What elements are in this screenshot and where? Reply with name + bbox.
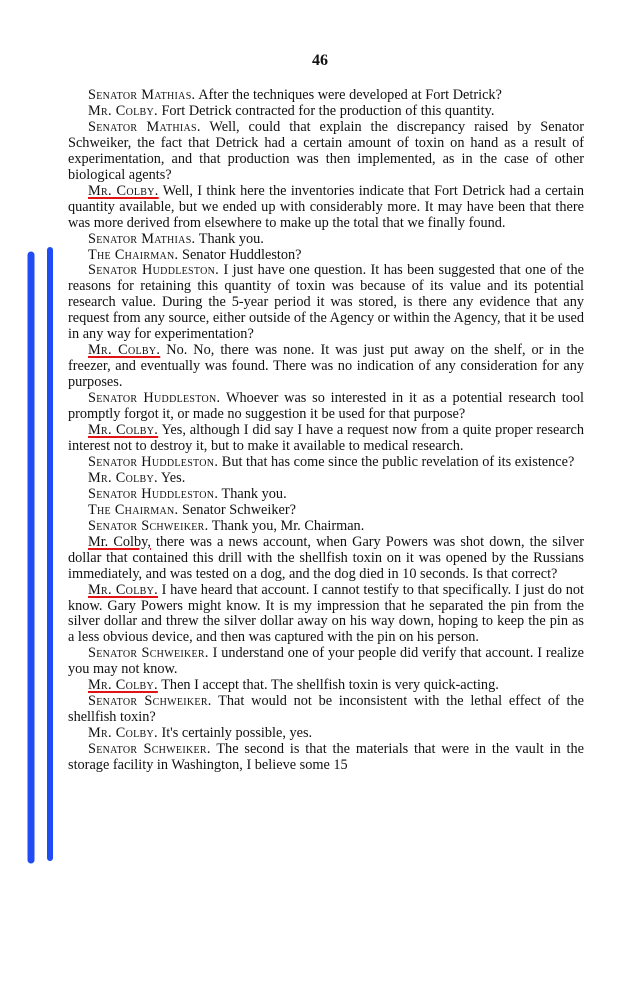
transcript-paragraph: [68, 583, 584, 647]
speaker-name: Mr. Colby.: [88, 581, 158, 598]
speech-text: I have heard that account. I cannot testify to that specifically. I just do not know. Gary Powers might know. It is my impression that he separated the pin from the silver dollar and threw the silver dollar away on his way down, hoping to keep the pin as a less obvious device, and then was captured with the pin on his person.: [68, 581, 584, 646]
speech-text: After the techniques were developed at Fort Detrick?: [195, 87, 502, 103]
speaker-name: Senator Huddleston.: [88, 390, 221, 407]
speech-text: Thank you.: [195, 230, 264, 247]
speaker-name: Mr. Colby.: [88, 725, 158, 742]
speaker-name: Mr. Colby.: [88, 469, 158, 486]
transcript-paragraph: [68, 742, 584, 774]
speech-text: Senator Schweiker?: [178, 501, 296, 518]
transcript-paragraph: [68, 646, 584, 678]
transcript-body: [68, 88, 584, 774]
speech-text: Well, could that explain the discrepancy raised by Senator Schweiker, the fact that Detrick had a certain amount of toxin on hand as a result of experimentation, and that production was then implemented, as in the case of other biological agents?: [68, 118, 584, 183]
speaker-name: Mr. Colby,: [88, 533, 151, 550]
speech-text: I just have one question. It has been suggested that one of the reasons for retaining this quantity of toxin was because of its value and its potential research value. During the 5-year period it was stored, is there any evidence that any request from any source, either outside of the Agency or within the Agency, that it be used in any way for experimentation?: [68, 262, 585, 343]
transcript-paragraph: [68, 678, 584, 694]
speaker-name: Mr. Colby.: [88, 677, 158, 694]
speech-text: It's certainly possible, yes.: [157, 725, 313, 742]
transcript-paragraph: [68, 471, 584, 487]
speaker-name: The Chairman.: [88, 501, 179, 518]
transcript-paragraph: [68, 519, 584, 535]
speech-text: That would not be inconsistent with the lethal effect of the shellfish toxin?: [68, 693, 585, 726]
speech-text: Senator Huddleston?: [178, 246, 302, 263]
speech-text: Yes.: [157, 469, 186, 486]
speaker-name: Mr. Colby.: [88, 342, 161, 359]
speaker-name: Senator Mathias.: [88, 118, 201, 135]
speaker-name: Mr. Colby.: [88, 102, 158, 119]
transcript-paragraph: [68, 694, 584, 726]
speech-text: But that has come since the public revelation of its existence?: [218, 453, 575, 470]
speech-text: Then I accept that. The shellfish toxin is very quick-acting.: [157, 677, 499, 694]
speech-text: The second is that the materials that were in the vault in the storage facility in Washington, I believe some 15: [68, 741, 585, 774]
speech-text: Whoever was so interested in it as a potential research tool promptly forgot it, or made no suggestion it be used for that purpose?: [68, 390, 584, 423]
transcript-paragraph: [68, 248, 584, 264]
speech-text: Yes, although I did say I have a request now from a quite proper research interest not to destroy it, but to make it available to medical research.: [68, 422, 584, 454]
transcript-paragraph: [68, 104, 584, 120]
speaker-name: Senator Huddleston.: [88, 262, 220, 279]
speech-text: Well, I think here the inventories indicate that Fort Detrick had a certain quantity available, but we ended up with considerably more. It may have been that there was more derived from elsewhere to make up the total that we finally found.: [68, 182, 584, 231]
transcript-paragraph: [68, 455, 584, 471]
speech-text: No. No, there was none. It was just put away on the shelf, or in the freezer, and eventually was found. There was no indication of any consideration for any purposes.: [68, 342, 584, 391]
transcript-paragraph: [68, 184, 584, 232]
transcript-paragraph: [68, 503, 584, 519]
speaker-name: The Chairman.: [88, 246, 179, 263]
transcript-paragraph: [68, 88, 584, 104]
transcript-paragraph: [68, 487, 584, 503]
speaker-name: Senator Huddleston.: [88, 485, 219, 502]
transcript-paragraph: [68, 391, 584, 423]
speech-text: there was a news account, when Gary Powers was shot down, the silver dollar that contained this drill with the shellfish toxin on it was opened by the Russians immediately, and was tested on a dog, and the dog died in 10 seconds. Is that correct?: [68, 533, 584, 582]
speaker-name: Senator Huddleston.: [88, 453, 219, 470]
transcript-paragraph: [68, 343, 584, 391]
speaker-name: Mr. Colby.: [88, 422, 159, 439]
speaker-name: Senator Schweiker.: [88, 517, 209, 534]
page-number: 46: [312, 52, 328, 69]
speaker-name: Senator Mathias.: [88, 87, 196, 103]
transcript-paragraph: [68, 120, 584, 184]
transcript-paragraph: [68, 232, 584, 248]
speaker-name: Mr. Colby.: [88, 182, 159, 199]
speech-text: I understand one of your people did verify that account. I realize you may not know.: [68, 645, 584, 678]
transcript-paragraph: [68, 423, 584, 455]
transcript-paragraph: [68, 535, 584, 583]
speaker-name: Senator Schweiker.: [88, 645, 209, 662]
speech-text: Thank you, Mr. Chairman.: [208, 517, 365, 534]
speaker-name: Senator Mathias.: [88, 230, 196, 247]
transcript-paragraph: [68, 263, 584, 343]
transcript-paragraph: [68, 726, 584, 742]
speech-text: Fort Detrick contracted for the production of this quantity.: [157, 102, 495, 119]
speech-text: Thank you.: [218, 485, 287, 502]
speaker-name: Senator Schweiker.: [88, 693, 212, 710]
speaker-name: Senator Schweiker.: [88, 741, 211, 758]
